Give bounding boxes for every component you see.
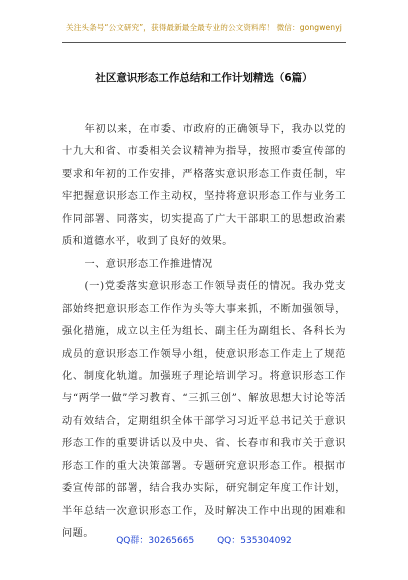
paragraph-section-1: (一)党委落实意识形态工作领导责任的情况。我办党支部始终把意识形态工作作为头等大事来抓，不断加强领导，强化措施，成立以主任为组长、副主任为副组长、各科长为成员的意识形态工作领导小组，使意识形态工作走上了规范化、制度化轨道。加强班子理论培训学习。将意识形态工作与“两学一做”学习教育、“三抓三创”、解放思想大讨论等活动有效结合，定期组织全体干部学习习近平总书记关于意识形态工作的重要讲话以及中央、省、长春市和我市关于意识形态工作的重大决策部署。专题研究意识形态工作。根据市委宣传部的部署，结合我办实际，研究制定年度工作计划，半年总结一次意识形态工作，及时解决工作中出现的困难和问题。 bbox=[62, 281, 346, 540]
footer-qq: QQ：535304092 bbox=[217, 536, 292, 546]
section-heading: 一、意识形态工作推进情况 bbox=[84, 258, 213, 270]
document-body bbox=[62, 119, 346, 546]
paragraph-intro: 年初以来，在市委、市政府的正确领导下，我办以党的十九大和省、市委相关会议精神为指导，按照市委宣传部的要求和年初的工作安排，严格落实意识形态工作责任制，牢牢把握意识形态工作主动权，坚持将意识形态工作与业务工作同部署、同落实，切实提高了广大干部职工的思想政治素质和道德水平，收到了良好的效果。 bbox=[62, 124, 346, 248]
document-title: 社区意识形态工作总结和工作计划精选（6篇） bbox=[95, 72, 313, 84]
header-divider bbox=[62, 42, 346, 43]
footer-qq-group: QQ群：30265665 bbox=[116, 536, 195, 546]
footer-contact bbox=[0, 533, 408, 546]
header-note: 关注头条号“公文研究”，获得最新最全最专业的公文资料库！ 微信：gongwenyj bbox=[66, 23, 342, 32]
